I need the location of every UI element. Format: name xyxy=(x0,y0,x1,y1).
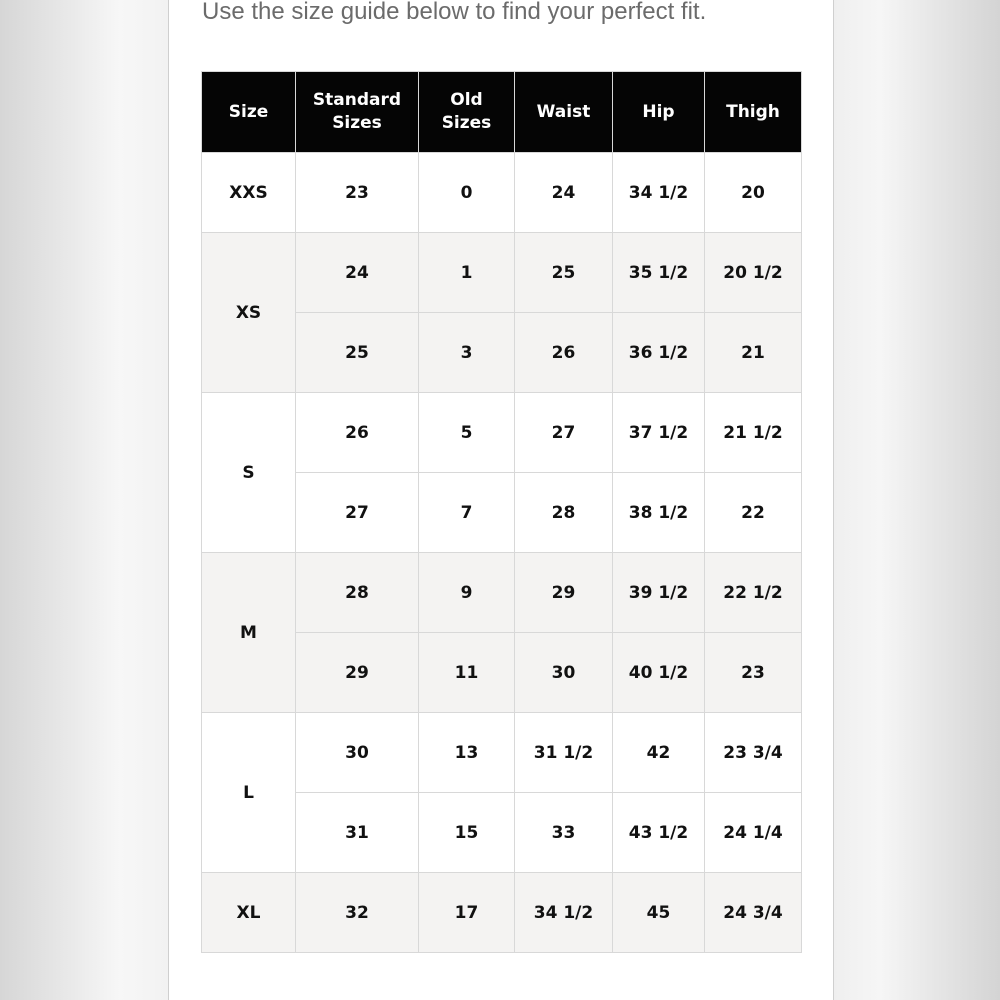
hip-cell: 34 1/2 xyxy=(613,153,705,233)
thigh-cell: 20 xyxy=(705,153,802,233)
old-size-cell: 1 xyxy=(419,233,515,313)
table-row xyxy=(202,393,802,473)
table-row xyxy=(202,153,802,233)
header-old-sizes: Old Sizes xyxy=(419,72,515,153)
old-size-cell: 17 xyxy=(419,873,515,953)
size-cell: M xyxy=(202,553,296,713)
size-cell: XXS xyxy=(202,153,296,233)
thigh-cell: 24 1/4 xyxy=(705,793,802,873)
header-row xyxy=(202,72,802,153)
old-size-cell: 0 xyxy=(419,153,515,233)
hip-cell: 38 1/2 xyxy=(613,473,705,553)
old-size-cell: 15 xyxy=(419,793,515,873)
waist-cell: 29 xyxy=(515,553,613,633)
thigh-cell: 21 1/2 xyxy=(705,393,802,473)
size-cell: S xyxy=(202,393,296,553)
table-row xyxy=(202,233,802,313)
standard-size-cell: 24 xyxy=(296,233,419,313)
header-size: Size xyxy=(202,72,296,153)
thigh-cell: 20 1/2 xyxy=(705,233,802,313)
thigh-cell: 22 1/2 xyxy=(705,553,802,633)
thigh-cell: 24 3/4 xyxy=(705,873,802,953)
waist-cell: 27 xyxy=(515,393,613,473)
waist-cell: 24 xyxy=(515,153,613,233)
old-size-cell: 5 xyxy=(419,393,515,473)
hip-cell: 43 1/2 xyxy=(613,793,705,873)
old-size-cell: 9 xyxy=(419,553,515,633)
standard-size-cell: 23 xyxy=(296,153,419,233)
waist-cell: 33 xyxy=(515,793,613,873)
table-row xyxy=(202,553,802,633)
hip-cell: 40 1/2 xyxy=(613,633,705,713)
old-size-cell: 7 xyxy=(419,473,515,553)
table-row xyxy=(202,713,802,793)
thigh-cell: 23 3/4 xyxy=(705,713,802,793)
hip-cell: 39 1/2 xyxy=(613,553,705,633)
size-cell: XL xyxy=(202,873,296,953)
table-body xyxy=(202,153,802,953)
header-hip: Hip xyxy=(613,72,705,153)
standard-size-cell: 31 xyxy=(296,793,419,873)
thigh-cell: 22 xyxy=(705,473,802,553)
standard-size-cell: 26 xyxy=(296,393,419,473)
waist-cell: 26 xyxy=(515,313,613,393)
header-waist: Waist xyxy=(515,72,613,153)
old-size-cell: 13 xyxy=(419,713,515,793)
waist-cell: 34 1/2 xyxy=(515,873,613,953)
size-guide-table xyxy=(201,71,802,953)
hip-cell: 35 1/2 xyxy=(613,233,705,313)
standard-size-cell: 27 xyxy=(296,473,419,553)
waist-cell: 31 1/2 xyxy=(515,713,613,793)
waist-cell: 30 xyxy=(515,633,613,713)
size-cell: L xyxy=(202,713,296,873)
intro-text: Use the size guide below to find your perfect fit. xyxy=(202,0,707,25)
waist-cell: 28 xyxy=(515,473,613,553)
thigh-cell: 23 xyxy=(705,633,802,713)
hip-cell: 45 xyxy=(613,873,705,953)
standard-size-cell: 28 xyxy=(296,553,419,633)
header-thigh: Thigh xyxy=(705,72,802,153)
hip-cell: 37 1/2 xyxy=(613,393,705,473)
header-standard-sizes: Standard Sizes xyxy=(296,72,419,153)
standard-size-cell: 30 xyxy=(296,713,419,793)
standard-size-cell: 32 xyxy=(296,873,419,953)
table-header xyxy=(202,72,802,153)
table-row xyxy=(202,873,802,953)
hip-cell: 36 1/2 xyxy=(613,313,705,393)
hip-cell: 42 xyxy=(613,713,705,793)
standard-size-cell: 25 xyxy=(296,313,419,393)
standard-size-cell: 29 xyxy=(296,633,419,713)
old-size-cell: 11 xyxy=(419,633,515,713)
old-size-cell: 3 xyxy=(419,313,515,393)
waist-cell: 25 xyxy=(515,233,613,313)
thigh-cell: 21 xyxy=(705,313,802,393)
size-cell: XS xyxy=(202,233,296,393)
